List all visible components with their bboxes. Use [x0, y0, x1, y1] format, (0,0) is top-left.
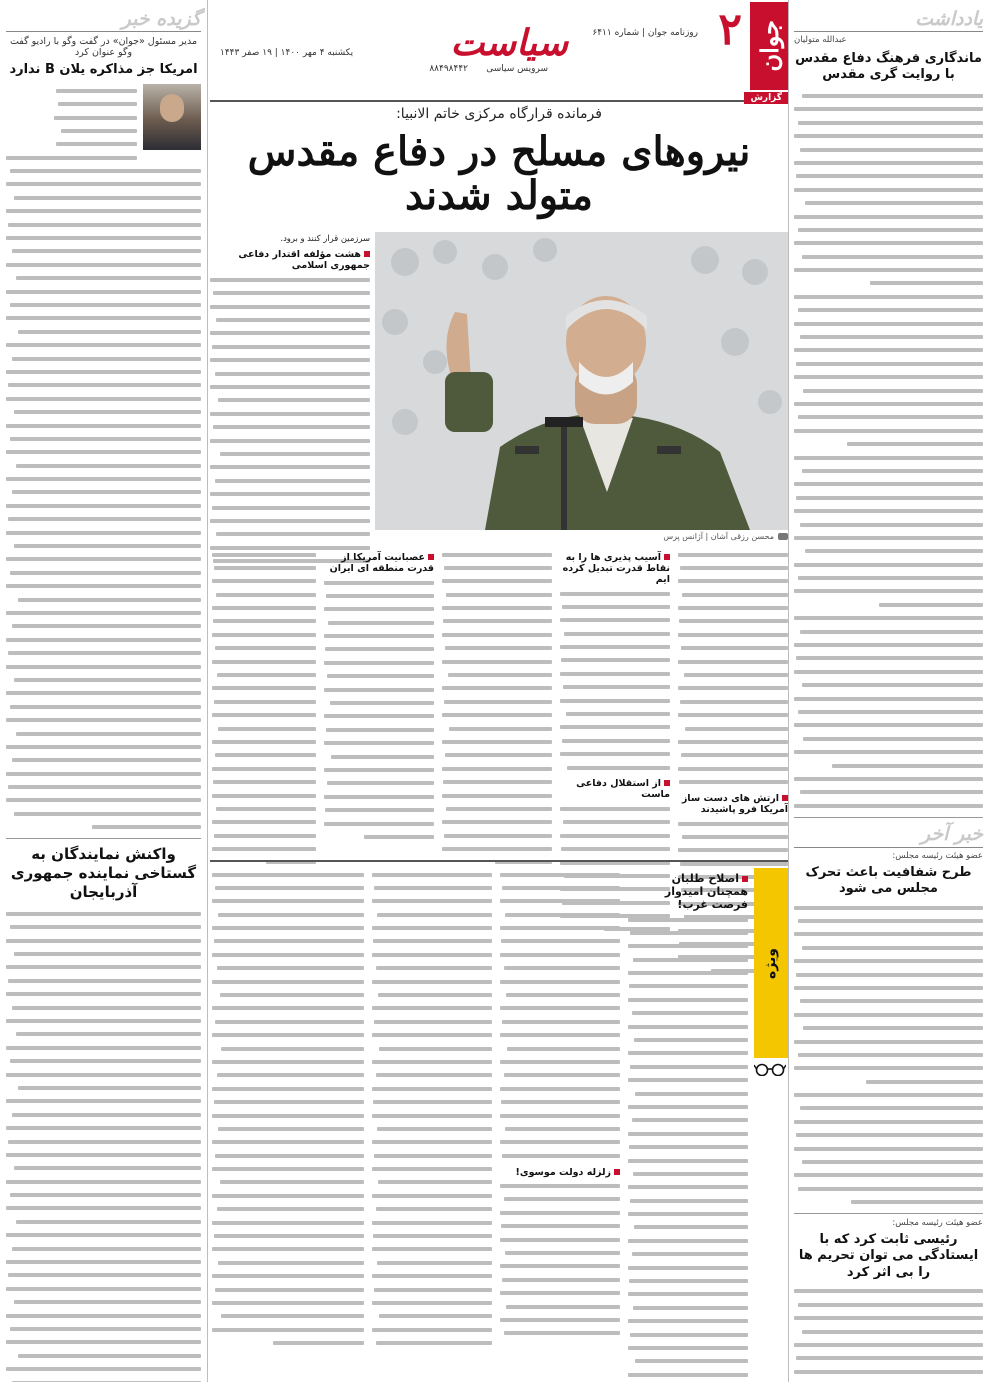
briefs-kicker: مدیر مسئول «جوان» در گفت وگو با رادیو گفت وگو عنوان کرد [9, 36, 198, 58]
special-col-3 [372, 868, 492, 1350]
news2-body [794, 1285, 983, 1382]
briefs-headline-2: واکنش نمایندگان به گستاخی نماینده جمهوری آذربایجان [10, 845, 197, 901]
column-divider-left [207, 0, 208, 1382]
news1-label: عضو هیئت رئیسه مجلس: [892, 850, 983, 861]
body-col-5 [212, 548, 316, 869]
date-line: یکشنبه ۴ مهر ۱۴۰۰ | ۱۹ صفر ۱۴۴۳ [220, 48, 354, 58]
opinion-section-label: یادداشت [915, 7, 983, 30]
service-label: سرویس سیاسی [486, 64, 548, 74]
camera-icon [778, 533, 788, 540]
report-tag: گزارش [744, 92, 788, 104]
column-divider-right [788, 0, 789, 1382]
briefs-headline: امریکا جز مذاکره یلان B ندارد [9, 62, 198, 77]
issue-line: روزنامه جوان | شماره ۶۴۱۱ [592, 28, 698, 38]
sub-heading-3: عصبانیت آمریکا از قدرت منطقه ای ایران [329, 552, 434, 574]
sub-heading-2: آسیب پذیری ها را به نقاط قدرت تبدیل کرده ایم [562, 552, 670, 585]
lead-intro: سرزمین قرار کنند و برود. [280, 233, 370, 243]
body-col-4 [324, 548, 434, 844]
surtitle: فرمانده قرارگاه مرکزی خاتم الانبیا: [396, 106, 602, 122]
phone-number: ۸۸۴۹۸۴۴۲ [429, 64, 468, 74]
right-column [790, 0, 989, 1382]
interviewee-photo [143, 84, 201, 150]
briefs-section-header [6, 6, 201, 32]
briefs-section-label: گزیده خبر [121, 7, 201, 30]
news-section-header [794, 822, 983, 848]
special-headline: اصلاح طلبان همچنان امیدوار فرصت غرب! [664, 872, 748, 911]
main-title: نیروهای مسلح در دفاع مقدس متولد شدند [247, 128, 751, 219]
special-col-1 [628, 868, 748, 1382]
news2-label: عضو هیئت رئیسه مجلس: [892, 1218, 983, 1229]
sub-heading-1: هشت مؤلفه اقتدار دفاعی جمهوری اسلامی [238, 249, 370, 272]
opinion-section-header [794, 6, 983, 32]
opinion-author: عبدالله متولیان [794, 35, 847, 45]
section-brand: سیاست [450, 22, 568, 64]
glasses-icon [754, 1062, 786, 1076]
news1-headline: طرح شفافیت باعث تحرک مجلس می شود [805, 864, 972, 896]
lead-photo [375, 232, 788, 530]
commander-photo [375, 232, 788, 530]
masthead [210, 0, 788, 102]
newspaper-logo: جوان [750, 2, 788, 90]
news2-headline: رئیسی ثابت کرد که با ایستادگی می توان تحریم ها را بی اثر کرد [798, 1232, 979, 1280]
lead-column [210, 232, 370, 568]
body-col-3 [442, 548, 552, 869]
special-col-2 [500, 868, 620, 1340]
left-column [0, 0, 205, 1382]
opinion-headline: ماندگاری فرهنگ دفاع مقدس با روایت گری مقدس [795, 51, 982, 83]
briefs-body-2 [6, 907, 201, 1382]
briefs-body [6, 84, 201, 834]
opinion-body [794, 90, 983, 813]
page-number: ۲ [718, 4, 742, 55]
news-section-label: خبر آخر [920, 823, 983, 846]
news1-body [794, 901, 983, 1209]
sub-heading-4: از استقلال دفاعی ماست [576, 778, 670, 801]
sub-heading-5: ارتش های دست ساز آمریکا فرو پاشیدند [681, 793, 788, 816]
center-divider [210, 860, 788, 862]
special-label: ویژه [754, 868, 788, 1058]
special-col-4 [212, 868, 364, 1350]
center-column [210, 0, 788, 1382]
photo-caption: محسن رزقی آشان | آژانس پرس [375, 532, 788, 541]
special-sub: زلزله دولت موسوی! [500, 1167, 620, 1178]
